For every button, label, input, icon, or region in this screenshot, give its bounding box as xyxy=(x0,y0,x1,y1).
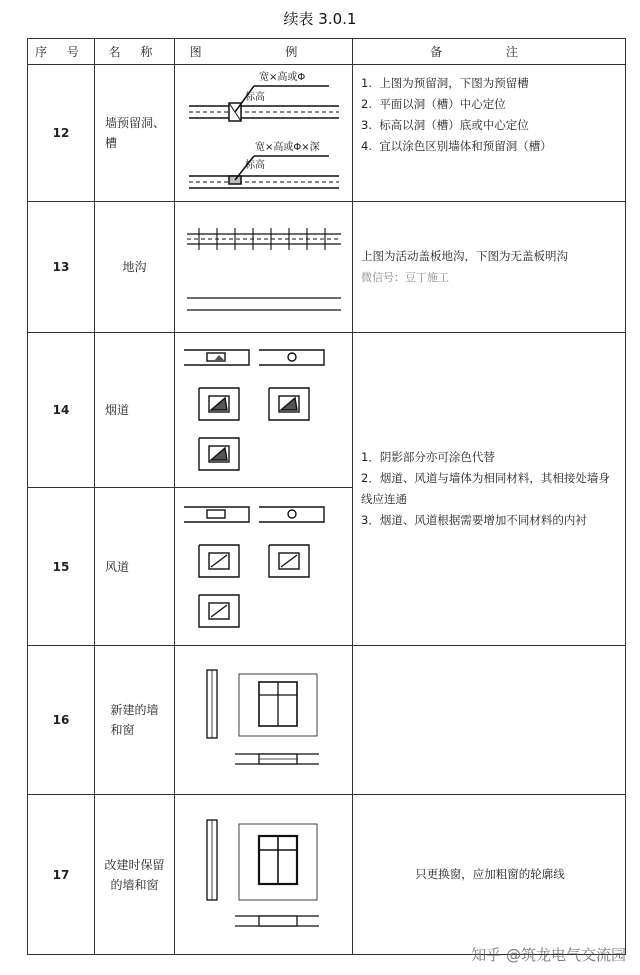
row-name: 地沟 xyxy=(95,202,175,333)
note-line: 4. 宜以涂色区别墙体和预留洞（槽） xyxy=(361,139,552,153)
legend-table xyxy=(27,38,626,955)
note-line: 3．烟道、风道根据需要增加不同材料的内衬 xyxy=(361,513,587,527)
label-elevation: 标高 xyxy=(244,92,265,103)
notes-cell xyxy=(353,333,626,646)
row-number: 15 xyxy=(28,488,95,646)
figure-cell xyxy=(175,65,353,202)
header-no: 序 号 xyxy=(28,39,95,65)
air-duct-figure xyxy=(179,497,349,637)
note-line: 3. 标高以洞（槽）底或中心定位 xyxy=(361,118,529,132)
row-number: 16 xyxy=(28,646,95,795)
watermark: 知乎 @筑龙电气交流园 xyxy=(471,946,626,964)
figure-cell xyxy=(175,488,353,646)
header-row xyxy=(28,39,626,65)
note-line: 上图为活动盖板地沟，下图为无盖板明沟 xyxy=(361,249,568,263)
note-line: 2. 平面以洞（槽）中心定位 xyxy=(361,97,506,111)
row-number: 14 xyxy=(28,333,95,488)
table-row xyxy=(28,333,626,488)
row-name: 墙预留洞、槽 xyxy=(95,65,175,202)
wall-opening-figure xyxy=(179,68,349,198)
row-number: 12 xyxy=(28,65,95,202)
row-number: 17 xyxy=(28,795,95,955)
trench-figure xyxy=(179,212,349,322)
notes-cell xyxy=(353,646,626,795)
table-row xyxy=(28,646,626,795)
notes-cell xyxy=(353,795,626,955)
label-width-height: 宽×高或Φ xyxy=(258,72,305,83)
figure-cell xyxy=(175,202,353,333)
row-name-text: 新建的墙和窗 xyxy=(110,703,159,737)
label-width-height-depth: 宽×高或Φ×深 xyxy=(254,142,320,153)
row-name-text: 改建时保留的墙和窗 xyxy=(104,857,165,892)
new-wall-window-figure xyxy=(179,660,349,780)
retained-wall-window-figure xyxy=(179,810,349,940)
note-line: 1．阴影部分亦可涂色代替 xyxy=(361,450,495,464)
header-figure: 图 例 xyxy=(175,39,353,65)
note-line: 1. 上图为预留洞，下图为预留槽 xyxy=(361,76,529,90)
header-notes: 备 注 xyxy=(353,39,626,65)
header-name: 名 称 xyxy=(95,39,175,65)
wechat-id: 微信号：豆丁施工 xyxy=(361,271,449,284)
page-title: 续表 3.0.1 xyxy=(283,10,357,28)
row-number: 13 xyxy=(28,202,95,333)
table-row xyxy=(28,202,626,333)
table-row xyxy=(28,795,626,955)
notes-cell xyxy=(353,202,626,333)
flue-figure xyxy=(179,340,349,480)
note-line: 只更换窗，应加粗窗的轮廓线 xyxy=(415,867,565,881)
row-name xyxy=(95,795,175,955)
notes-cell xyxy=(353,65,626,202)
figure-cell xyxy=(175,795,353,955)
figure-cell xyxy=(175,646,353,795)
row-name: 烟道 xyxy=(95,333,175,488)
table-row xyxy=(28,65,626,202)
row-name xyxy=(95,646,175,795)
label-elevation-2: 标高 xyxy=(244,160,265,171)
figure-cell xyxy=(175,333,353,488)
note-line: 2．烟道、风道与墙体为相同材料，其相接处墙身线应连通 xyxy=(361,471,610,506)
row-name: 风道 xyxy=(95,488,175,646)
